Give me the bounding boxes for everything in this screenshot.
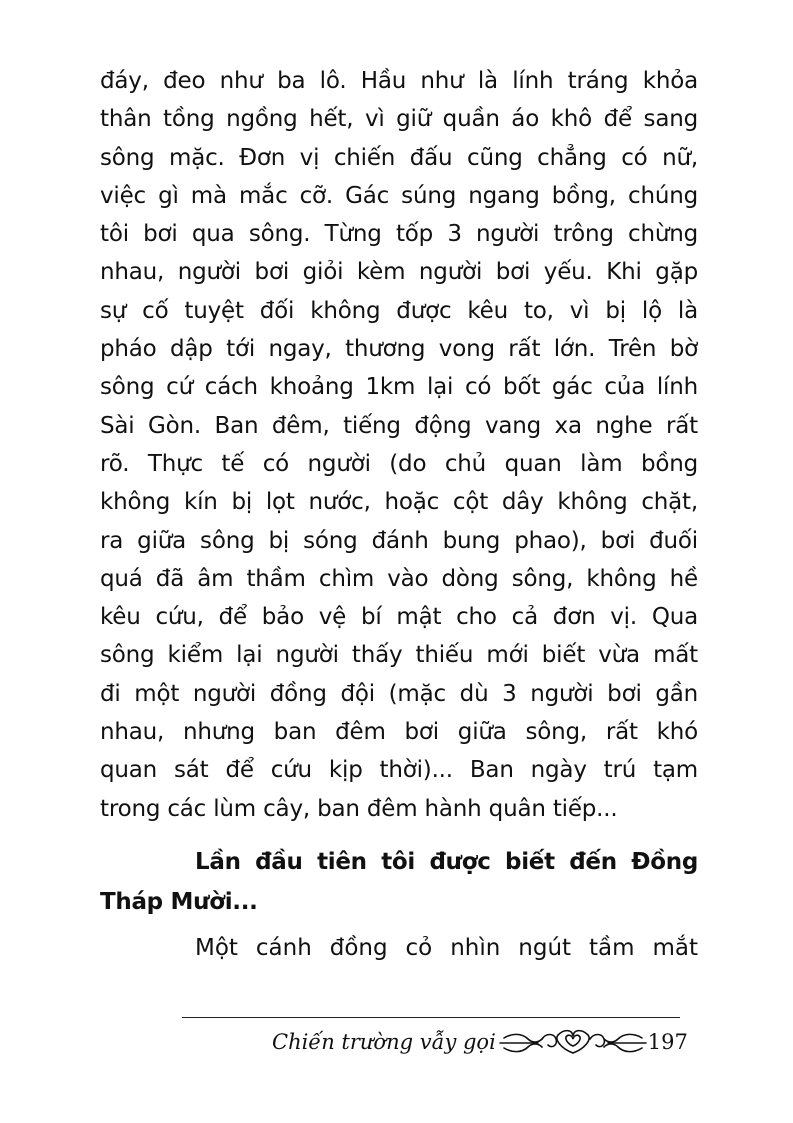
text-line: rõ. Thực tế có người (do chủ quan làm bồng — [100, 450, 698, 477]
paragraph-1 — [100, 62, 698, 828]
text-line: nhau, nhưng ban đêm bơi giữa sông, rất khó — [100, 719, 698, 746]
text-line: pháo dập tới ngay, thương vong rất lớn. Trên bờ — [100, 336, 698, 363]
text-line: không kín bị lọt nước, hoặc cột dây không chặt, — [100, 489, 698, 516]
text-line: nhau, người bơi giỏi kèm người bơi yếu. Khi gặp — [100, 259, 698, 286]
text-line: thân tồng ngồng hết, vì giữ quần áo khô để sang — [100, 106, 698, 133]
text-line: quá đã âm thầm chìm vào dòng sông, không hề — [100, 565, 698, 592]
heading-line: Lần đầu tiên tôi được biết đến Đồng — [195, 849, 698, 875]
text-line: kêu cứu, để bảo vệ bí mật cho cả đơn vị. Qua — [100, 604, 698, 631]
text-line: tôi bơi qua sông. Từng tốp 3 người trông chừng — [100, 221, 698, 248]
text-line: trong các lùm cây, ban đêm hành quân tiếp... — [100, 795, 618, 822]
page-number: 197 — [647, 1030, 688, 1054]
footer-rule — [182, 1017, 680, 1018]
text-line: sông cứ cách khoảng 1km lại có bốt gác của lính — [100, 374, 698, 401]
text-line: sự cố tuyệt đối không được kêu to, vì bị lộ là — [100, 297, 698, 324]
paragraph-2 — [100, 929, 698, 967]
text-line: Sài Gòn. Ban đêm, tiếng động vang xa nghe rất — [100, 412, 698, 439]
heading-line: Tháp Mười... — [100, 889, 258, 915]
book-page — [100, 0, 698, 1123]
text-line: ra giữa sông bị sóng đánh bung phao), bơi đuối — [100, 527, 698, 554]
text-line: việc gì mà mắc cỡ. Gác súng ngang bồng, chúng — [100, 182, 698, 209]
running-title: Chiến trường vẫy gọi — [272, 1030, 496, 1054]
text-line: sông kiểm lại người thấy thiếu mới biết vừa mất — [100, 642, 698, 669]
page-footer — [272, 1022, 692, 1062]
decorative-flourish-icon — [498, 1027, 648, 1057]
text-line: Một cánh đồng cỏ nhìn ngút tầm mắt — [195, 935, 698, 961]
section-heading — [100, 842, 698, 922]
text-line: sông mặc. Đơn vị chiến đấu cũng chẳng có nữ, — [100, 144, 698, 171]
text-line: quan sát để cứu kịp thời)... Ban ngày trú tạm — [100, 757, 698, 784]
text-line: đáy, đeo như ba lô. Hầu như là lính tráng khỏa — [100, 68, 698, 94]
text-line: đi một người đồng đội (mặc dù 3 người bơi gần — [100, 680, 698, 707]
